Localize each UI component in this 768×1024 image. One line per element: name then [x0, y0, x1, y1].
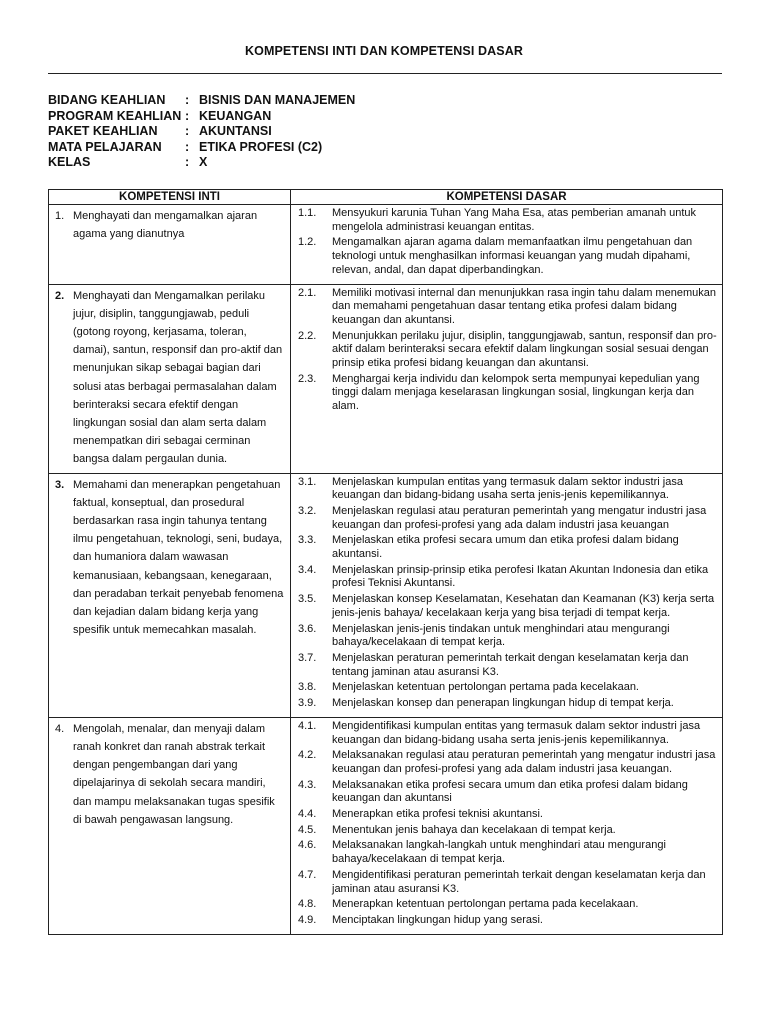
kd-item [298, 720, 718, 747]
kd-number: 3.1. [298, 475, 317, 488]
meta-value: X [199, 155, 208, 169]
column-header-kd: KOMPETENSI DASAR [291, 190, 723, 205]
kd-text: Melaksanakan regulasi atau peraturan pemerintah yang mengatur industri jasa keuangan dan profesi-profesi yang ada dalam industri jasa keuangan. [332, 749, 716, 775]
kd-number: 2.2. [298, 329, 317, 342]
table-row [49, 717, 723, 934]
kd-text: Menjelaskan konsep dan penerapan lingkungan hidup di tempat kerja. [332, 697, 674, 710]
kd-cell [291, 717, 723, 934]
table-header-row [49, 190, 723, 205]
kd-item [298, 207, 718, 234]
table-row [49, 205, 723, 285]
kd-text: Menjelaskan peraturan pemerintah terkait dengan keselamatan kerja dan tentang jaminan atau asuransi K3. [332, 651, 689, 678]
kd-item [298, 808, 718, 822]
ki-text: Mengolah, menalar, dan menyaji dalam ranah konkret dan ranah abstrak terkait dengan pengembangan dari yang dipelajarinya di sekolah secara mandiri, dan mampu melaksanakan tugas spesifik di bawah pengawasan langsung. [73, 722, 275, 826]
kd-text: Menjelaskan ketentuan pertolongan pertama pada kecelakaan. [332, 681, 639, 694]
ki-item [55, 720, 286, 829]
ki-cell [49, 717, 291, 934]
kd-number: 4.4. [298, 808, 317, 821]
kd-text: Menjelaskan prinsip-prinsip etika perofesi Ikatan Akuntan Indonesia dan etika profesi Teknisi Akuntansi. [332, 563, 709, 590]
kd-number: 2.1. [298, 286, 317, 299]
ki-number: 3. [55, 478, 65, 491]
meta-label: PAKET KEAHLIAN [48, 124, 158, 138]
meta-colon: : [185, 139, 190, 154]
kd-item [298, 652, 718, 679]
meta-colon: : [185, 108, 190, 123]
kd-number: 4.8. [298, 898, 317, 911]
course-info [48, 93, 355, 171]
table-row [49, 284, 723, 473]
kd-number: 3.8. [298, 681, 317, 694]
competency-table [48, 189, 723, 935]
kd-item [298, 869, 718, 896]
kd-number: 4.6. [298, 839, 317, 852]
ki-item [55, 476, 286, 640]
ki-cell [49, 473, 291, 717]
table-row [49, 473, 723, 717]
kd-item [298, 824, 718, 838]
kd-number: 4.1. [298, 719, 317, 732]
page-title: KOMPETENSI INTI DAN KOMPETENSI DASAR [245, 44, 523, 58]
ki-cell [49, 205, 291, 285]
kd-item [298, 623, 718, 650]
kd-text: Menghargai kerja individu dan kelompok serta mempunyai kepedulian yang tinggi dalam menjaga keselarasan lingkungan sosial, lingkungan kerja dan alam. [332, 372, 700, 413]
ki-text: Menghayati dan mengamalkan ajaran agama yang dianutnya [73, 210, 258, 241]
meta-label: BIDANG KEAHLIAN [48, 93, 166, 107]
kd-number: 2.3. [298, 372, 317, 385]
kd-item [298, 697, 718, 711]
kd-item [298, 681, 718, 695]
meta-kelas [48, 155, 355, 171]
meta-colon: : [185, 155, 190, 169]
meta-paket-keahlian [48, 124, 355, 140]
meta-value: ETIKA PROFESI (C2) [199, 139, 323, 154]
kd-text: Menerapkan etika profesi teknisi akuntansi. [332, 808, 543, 821]
ki-text: Memahami dan menerapkan pengetahuan faktual, konseptual, dan prosedural berdasarkan rasa ingin tahunya tentang ilmu pengetahuan, teknologi, seni, budaya, dan humaniora dalam wawasan kemanusiaan, kebangsaan, kenegaraan, dan peradaban terkait penyebab fenomena dan kejadian dalam bidang kerja yang spesifik untuk memecahkan masalah. [73, 478, 284, 637]
meta-colon: : [185, 93, 190, 107]
kd-item [298, 373, 718, 414]
kd-number: 4.3. [298, 778, 317, 791]
ki-item [55, 287, 286, 469]
kd-number: 3.9. [298, 697, 317, 710]
kd-number: 3.4. [298, 563, 317, 576]
kd-item [298, 534, 718, 561]
kd-text: Mengidentifikasi kumpulan entitas yang termasuk dalam sektor industri jasa keuangan dan bidang-bidang usaha serta jenis-jenis kepemilikannya. [332, 719, 701, 746]
ki-item [55, 207, 286, 243]
meta-value: KEUANGAN [199, 108, 272, 123]
kd-cell [291, 205, 723, 285]
column-header-ki: KOMPETENSI INTI [49, 190, 291, 205]
ki-number: 4. [55, 722, 65, 735]
kd-item [298, 779, 718, 806]
meta-bidang-keahlian [48, 93, 355, 109]
kd-text: Melaksanakan langkah-langkah untuk menghindari atau mengurangi bahaya/kecelakaan di tempat kerja. [332, 839, 666, 866]
kd-text: Menjelaskan konsep Keselamatan, Kesehatan dan Keamanan (K3) kerja serta jenis-jenis bahaya/ kecelakaan kerja yang bisa terjadi di tempat kerja. [332, 593, 715, 619]
kd-item [298, 749, 718, 776]
meta-label: KELAS [48, 155, 91, 169]
table-body [49, 205, 723, 935]
kd-text: Menerapkan ketentuan pertolongan pertama pada kecelakaan. [332, 898, 639, 911]
kd-item [298, 564, 718, 591]
kd-item [298, 914, 718, 928]
meta-program-keahlian [48, 109, 355, 125]
kd-item [298, 330, 718, 371]
kd-text: Mengamalkan ajaran agama dalam memanfaatkan ilmu pengetahuan dan teknologi untuk menghasilkan informasi keuangan yang mudah dipahami, relevan, andal, dan dapat diperbandingkan. [332, 236, 693, 276]
kd-number: 3.7. [298, 651, 317, 664]
kd-item [298, 593, 718, 620]
ki-number: 2. [55, 289, 65, 302]
kd-number: 1.2. [298, 236, 317, 249]
kd-item [298, 839, 718, 866]
kd-item [298, 236, 718, 277]
kd-cell [291, 284, 723, 473]
meta-mata-pelajaran [48, 140, 355, 156]
kd-text: Menentukan jenis bahaya dan kecelakaan di tempat kerja. [332, 823, 616, 836]
kd-number: 4.2. [298, 749, 317, 762]
kd-item [298, 476, 718, 503]
kd-text: Menjelaskan kumpulan entitas yang termasuk dalam sektor industri jasa keuangan dan bidang-bidang usaha serta jenis-jenis kepemilikannya. [332, 475, 683, 502]
kd-number: 4.5. [298, 823, 317, 836]
kd-number: 4.7. [298, 868, 317, 881]
kd-number: 3.6. [298, 622, 317, 635]
kd-text: Mensyukuri karunia Tuhan Yang Maha Esa, atas pemberian amanah untuk mengelola administrasi keuangan entitas. [332, 207, 697, 233]
kd-text: Melaksanakan etika profesi secara umum dan etika profesi dalam bidang keuangan dan akuntansi [332, 778, 688, 805]
kd-text: Memiliki motivasi internal dan menunjukkan rasa ingin tahu dalam menemukan dan memahami pengetahuan dasar tentang etika profesi dalam bidang keuangan dan akuntansi. [332, 286, 716, 326]
meta-label: MATA PELAJARAN [48, 139, 162, 154]
kd-cell [291, 473, 723, 717]
ki-number: 1. [55, 210, 65, 222]
kd-item [298, 898, 718, 912]
kd-number: 1.1. [298, 207, 317, 219]
kd-number: 4.9. [298, 913, 317, 926]
ki-cell [49, 284, 291, 473]
meta-value: AKUNTANSI [199, 124, 272, 138]
kd-number: 3.5. [298, 593, 317, 606]
meta-value: BISNIS DAN MANAJEMEN [199, 93, 356, 107]
kd-item [298, 287, 718, 328]
kd-number: 3.2. [298, 504, 317, 517]
meta-colon: : [185, 124, 190, 138]
meta-label: PROGRAM KEAHLIAN [48, 108, 182, 123]
kd-text: Mengidentifikasi peraturan pemerintah terkait dengan keselamatan kerja dan jaminan atau asuransi K3. [332, 868, 706, 895]
ki-text: Menghayati dan Mengamalkan perilaku jujur, disiplin, tanggungjawab, peduli (gotong royong, kerjasama, toleran, damai), santun, responsif dan pro-aktif dan menunjukan sikap sebagai bagian dari solusi atas berbagai permasalahan dalam berinteraksi secara efektif dengan lingkungan sosial dan alam serta dalam menempatkan diri sebagai cerminan bangsa dalam pergaulan dunia. [73, 289, 283, 466]
kd-number: 3.3. [298, 534, 317, 547]
kd-text: Menjelaskan etika profesi secara umum dan etika profesi dalam bidang akuntansi. [332, 534, 679, 561]
kd-text: Menciptakan lingkungan hidup yang serasi. [332, 913, 543, 926]
kd-text: Menjelaskan jenis-jenis tindakan untuk menghindari atau mengurangi bahaya/kecelakaan di tempat kerja. [332, 622, 670, 649]
kd-text: Menjelaskan regulasi atau peraturan pemerintah yang mengatur industri jasa keuangan dan profesi-profesi yang ada dalam industri jasa keuangan [332, 504, 707, 531]
kd-text: Menunjukkan perilaku jujur, disiplin, tanggungjawab, santun, responsif dan pro-aktif dalam berinteraksi secara efektif dalam lingkungan sosial sesuai dengan prinsip etika profesi bidang keuangan dan akuntansi. [332, 329, 717, 370]
title-divider [48, 73, 722, 74]
kd-item [298, 505, 718, 532]
